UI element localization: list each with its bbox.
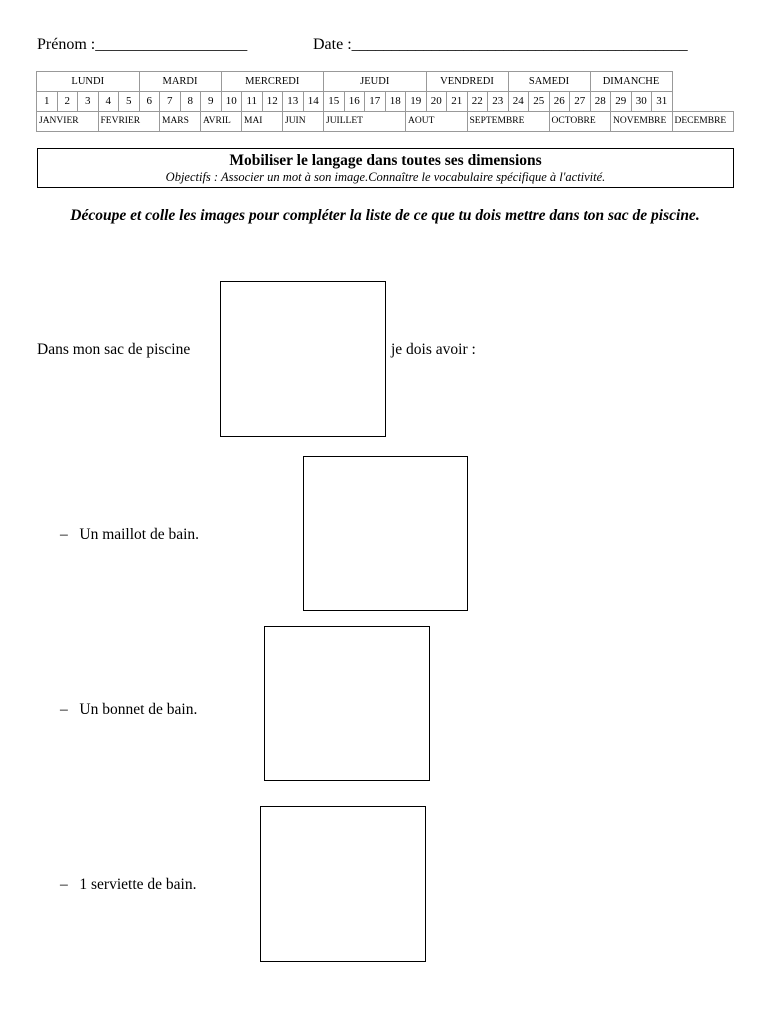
paste-box-maillot[interactable] xyxy=(303,456,468,611)
day-cell[interactable]: 12 xyxy=(262,92,283,112)
day-cell[interactable]: 5 xyxy=(119,92,140,112)
objective-box xyxy=(37,148,734,188)
weekday-cell: MARDI xyxy=(139,72,221,92)
weekday-cell: MERCREDI xyxy=(221,72,324,92)
day-cell[interactable]: 3 xyxy=(78,92,99,112)
month-cell[interactable]: AOUT xyxy=(406,112,468,132)
day-cell[interactable]: 17 xyxy=(365,92,386,112)
month-cell[interactable]: SEPTEMBRE xyxy=(467,112,549,132)
list-item-label: Un bonnet de bain. xyxy=(79,701,198,718)
objective-title: Mobiliser le langage dans toutes ses dimensions xyxy=(229,152,542,169)
month-cell[interactable]: OCTOBRE xyxy=(549,112,611,132)
day-cell[interactable]: 25 xyxy=(529,92,550,112)
day-cell[interactable]: 20 xyxy=(426,92,447,112)
weekday-cell: DIMANCHE xyxy=(590,72,672,92)
day-cell[interactable]: 10 xyxy=(221,92,242,112)
month-cell[interactable]: MAI xyxy=(242,112,283,132)
list-bullet: – xyxy=(60,526,68,543)
day-cell[interactable]: 18 xyxy=(385,92,406,112)
month-cell[interactable]: JANVIER xyxy=(37,112,99,132)
day-cell[interactable]: 19 xyxy=(406,92,427,112)
day-cell[interactable]: 11 xyxy=(242,92,263,112)
list-bullet: – xyxy=(60,876,68,893)
list-item-serviette xyxy=(60,876,196,894)
prenom-field[interactable]: Prénom :___________________ xyxy=(37,36,248,53)
day-cell[interactable]: 15 xyxy=(324,92,345,112)
day-cell[interactable]: 23 xyxy=(488,92,509,112)
day-cell[interactable]: 28 xyxy=(590,92,611,112)
weekday-cell: SAMEDI xyxy=(508,72,590,92)
month-cell[interactable]: DECEMBRE xyxy=(672,112,734,132)
day-cell[interactable]: 8 xyxy=(180,92,201,112)
paste-box-serviette[interactable] xyxy=(260,806,426,962)
paste-box-bonnet[interactable] xyxy=(264,626,430,781)
list-item-maillot xyxy=(60,526,199,544)
day-cell[interactable]: 31 xyxy=(652,92,673,112)
month-cell[interactable]: JUILLET xyxy=(324,112,406,132)
calendar-table xyxy=(36,71,734,132)
day-cell[interactable]: 2 xyxy=(57,92,78,112)
weekday-cell: VENDREDI xyxy=(426,72,508,92)
instruction-text: Découpe et colle les images pour compléter la liste de ce que tu dois mettre dans ton sac de piscine. xyxy=(70,207,700,224)
day-cell[interactable]: 22 xyxy=(467,92,488,112)
day-cell[interactable]: 4 xyxy=(98,92,119,112)
day-cell[interactable]: 13 xyxy=(283,92,304,112)
list-item-bonnet xyxy=(60,701,197,719)
day-cell[interactable]: 24 xyxy=(508,92,529,112)
month-cell[interactable]: NOVEMBRE xyxy=(611,112,673,132)
weekday-row xyxy=(37,72,734,92)
weekday-cell: LUNDI xyxy=(37,72,140,92)
day-cell[interactable]: 14 xyxy=(303,92,324,112)
day-cell[interactable]: 26 xyxy=(549,92,570,112)
day-cell[interactable]: 7 xyxy=(160,92,181,112)
day-cell[interactable]: 29 xyxy=(611,92,632,112)
month-row xyxy=(37,112,734,132)
day-cell[interactable]: 30 xyxy=(631,92,652,112)
weekday-cell: JEUDI xyxy=(324,72,427,92)
day-cell[interactable]: 6 xyxy=(139,92,160,112)
objective-subtitle: Objectifs : Associer un mot à son image.Connaître le vocabulaire spécifique à l'activité. xyxy=(165,170,606,184)
list-item-label: Un maillot de bain. xyxy=(79,526,200,543)
month-cell[interactable]: JUIN xyxy=(283,112,324,132)
list-item-label: 1 serviette de bain. xyxy=(79,876,197,893)
day-cell[interactable]: 16 xyxy=(344,92,365,112)
month-cell[interactable]: MARS xyxy=(160,112,201,132)
day-cell[interactable]: 21 xyxy=(447,92,468,112)
sentence-end: je dois avoir : xyxy=(391,341,476,358)
day-row xyxy=(37,92,734,112)
paste-box-sac[interactable] xyxy=(220,281,386,437)
day-cell[interactable]: 9 xyxy=(201,92,222,112)
sentence-start: Dans mon sac de piscine xyxy=(37,341,191,358)
month-cell[interactable]: FEVRIER xyxy=(98,112,160,132)
day-cell[interactable]: 27 xyxy=(570,92,591,112)
month-cell[interactable]: AVRIL xyxy=(201,112,242,132)
date-field[interactable]: Date :__________________________________________ xyxy=(313,36,688,53)
list-bullet: – xyxy=(60,701,68,718)
day-cell[interactable]: 1 xyxy=(37,92,58,112)
